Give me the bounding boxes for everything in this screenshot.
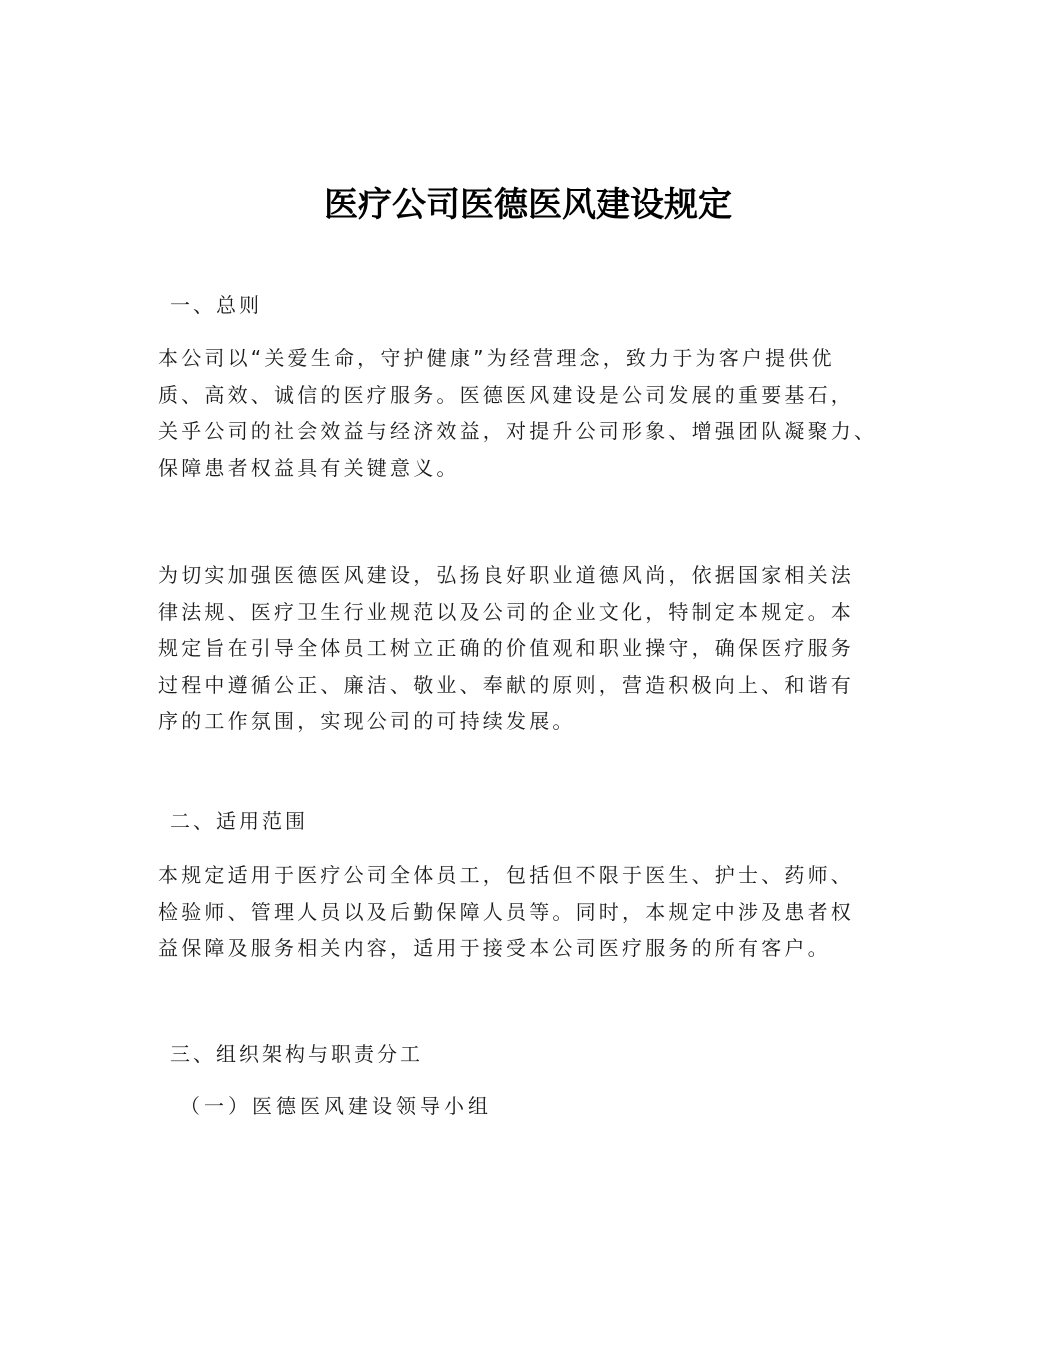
paragraph-scope-1 (158, 857, 928, 967)
paragraph-line: 益保障及服务相关内容，适用于接受本公司医疗服务的所有客户。 (158, 936, 831, 960)
paragraph-line: 本公司以“关爱生命，守护健康”为经营理念，致力于为客户提供优 (158, 346, 835, 370)
subheading-leadership-group: （一）医德医风建设领导小组 (180, 1094, 492, 1118)
paragraph-line: 为切实加强医德医风建设，弘扬良好职业道德风尚，依据国家相关法 (158, 563, 854, 587)
paragraph-line: 过程中遵循公正、廉洁、敬业、奉献的原则，营造积极向上、和谐有 (158, 672, 854, 697)
section-heading-scope: 二、适用范围 (170, 809, 308, 833)
paragraph-line: 关乎公司的社会效益与经济效益，对提升公司形象、增强团队凝聚力、 (158, 419, 878, 443)
paragraph-general-2 (158, 557, 928, 740)
paragraph-line: 本规定适用于医疗公司全体员工，包括但不限于医生、护士、药师、 (158, 863, 854, 887)
paragraph-line: 保障患者权益具有关键意义。 (158, 455, 460, 480)
section-heading-general: 一、总则 (170, 293, 262, 317)
paragraph-line: 质、高效、诚信的医疗服务。医德医风建设是公司发展的重要基石， (158, 382, 854, 407)
paragraph-line: 律法规、医疗卫生行业规范以及公司的企业文化，特制定本规定。本 (158, 599, 854, 624)
paragraph-general-1 (158, 340, 928, 486)
paragraph-line: 规定旨在引导全体员工树立正确的价值观和职业操守，确保医疗服务 (158, 636, 854, 660)
document-title: 医疗公司医德医风建设规定 (324, 185, 732, 225)
paragraph-line: 序的工作氛围，实现公司的可持续发展。 (158, 709, 576, 733)
paragraph-line: 检验师、管理人员以及后勤保障人员等。同时，本规定中涉及患者权 (158, 899, 854, 924)
section-heading-organization: 三、组织架构与职责分工 (170, 1042, 423, 1066)
